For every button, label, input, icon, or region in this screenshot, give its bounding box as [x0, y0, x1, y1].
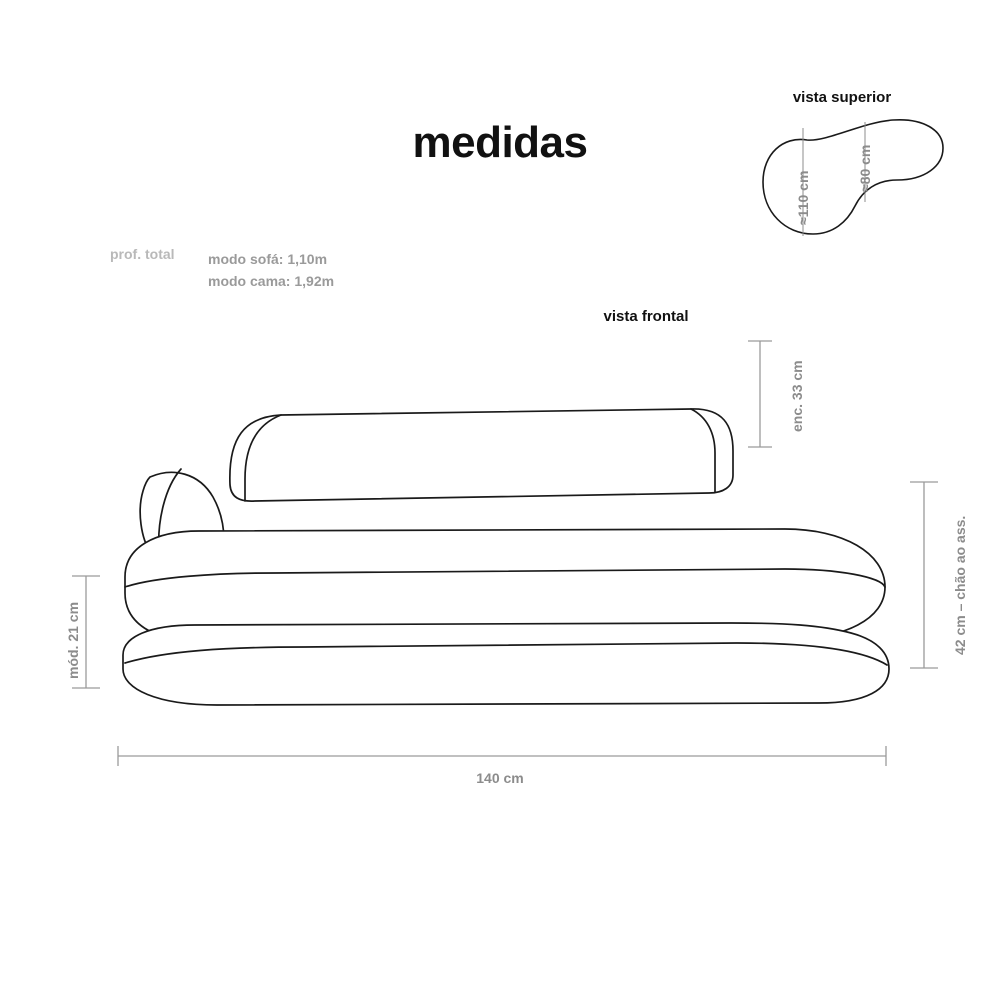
note-mode-sofa: modo sofá: 1,10m	[208, 251, 328, 267]
dim-top-depth-small: ≈80 cm	[857, 144, 873, 192]
top-view-outline	[763, 120, 943, 234]
note-modes	[208, 249, 334, 292]
note-prof-total: prof. total	[110, 246, 175, 262]
top-view-label: vista superior	[792, 89, 892, 106]
front-view-label: vista frontal	[603, 308, 689, 325]
backrest-outline	[230, 409, 733, 501]
base-module-outline	[123, 623, 889, 705]
page-title: medidas	[412, 118, 588, 167]
dim-backrest-height: enc. 33 cm	[789, 360, 805, 432]
dim-module-height: mód. 21 cm	[65, 601, 81, 679]
dim-total-width: 140 cm	[476, 770, 524, 786]
dim-seat-height: 42 cm – chão ao ass.	[952, 515, 968, 655]
dim-top-depth-large: ≈110 cm	[795, 170, 811, 225]
note-mode-cama: modo cama: 1,92m	[208, 272, 335, 289]
